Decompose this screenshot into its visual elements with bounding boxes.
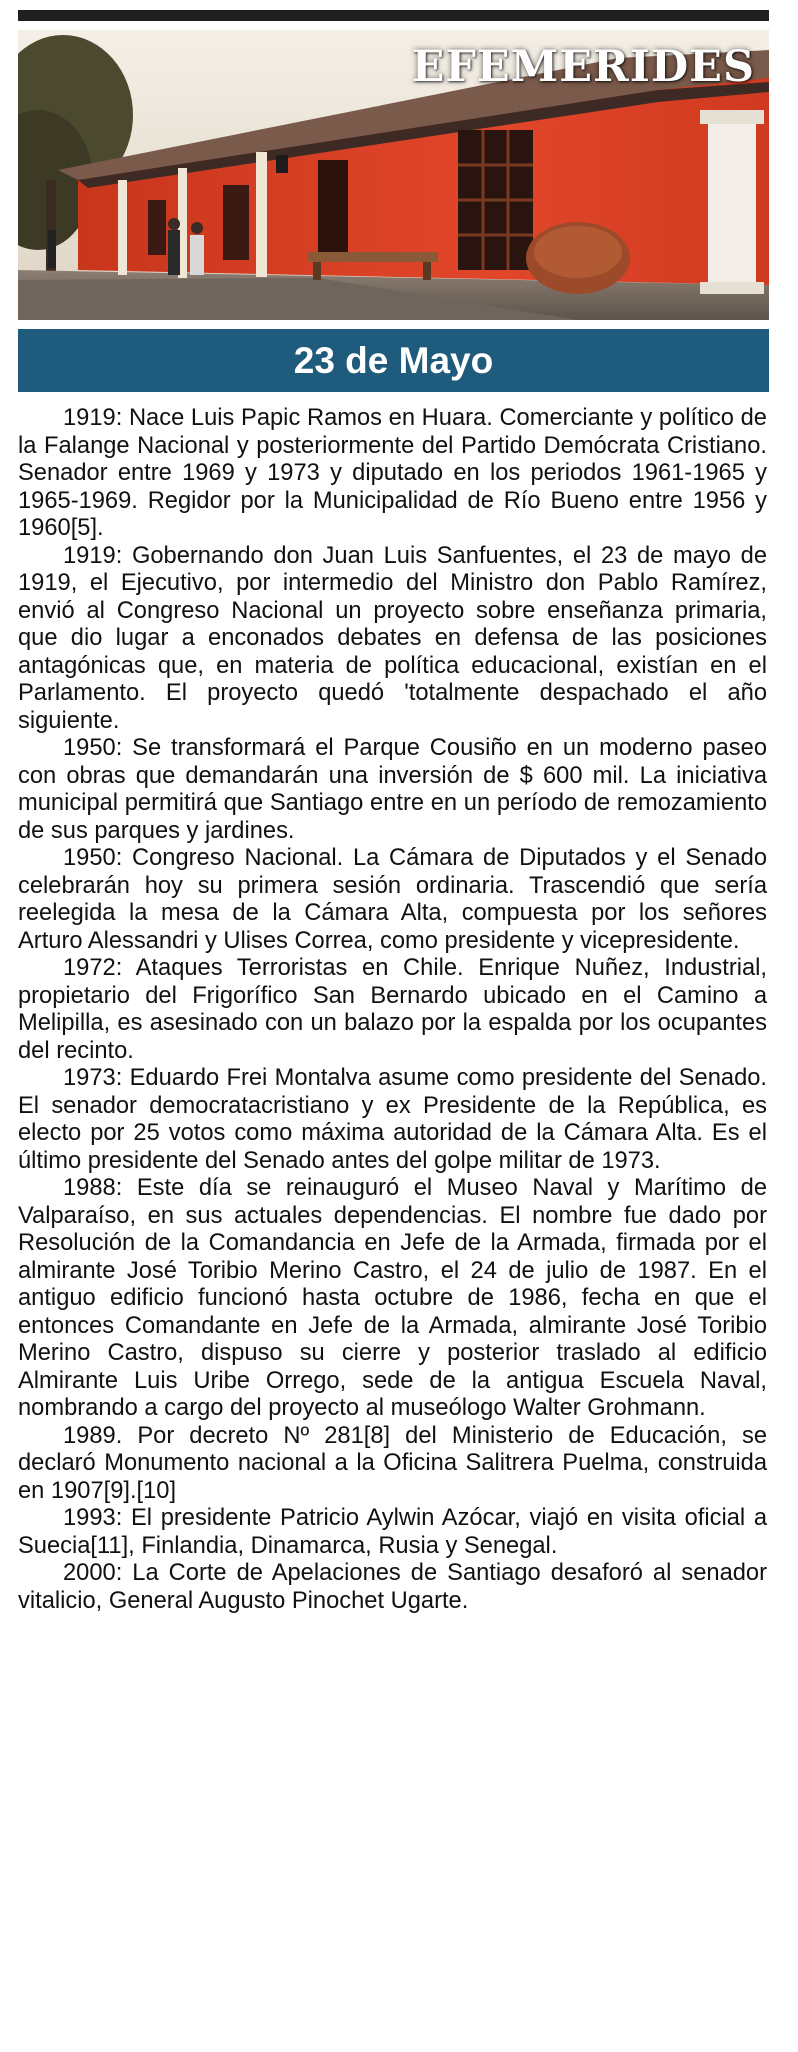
top-rule (18, 10, 769, 21)
entry-1950-congreso: 1950: Congreso Nacional. La Cámara de Diputados y el Senado celebrarán hoy su primera sesión ordinaria. Trascendió que sería reelegida la mesa de la Cámara Alta, compuesta por los señores Arturo Alessandri y Ulises Correa, como presidente y vicepresidente. (18, 845, 767, 954)
entry-1919-ensenanza: 1919: Gobernando don Juan Luis Sanfuentes, el 23 de mayo de 1919, el Ejecutivo, por intermedio del Ministro don Pablo Ramírez, envió al Congreso Nacional un proyecto sobre enseñanza primaria, que dio lugar a enconados debates en defensa de las posiciones antagónicas que, en materia de política educacional, existían en el Parlamento. El proyecto quedó 'totalmente despachado el año siguiente. (18, 542, 767, 734)
entry-2000-pinochet: 2000: La Corte de Apelaciones de Santiago desaforó al senador vitalicio, General Augusto Pinochet Ugarte. (18, 1560, 767, 1614)
entry-1988-museo: 1988: Este día se reinauguró el Museo Naval y Marítimo de Valparaíso, en sus actuales dependencias. El nombre fue dado por Resolución de la Comandancia en Jefe de la Armada, firmada por el almirante José Toribio Merino Castro, el 24 de julio de 1987. En el antiguo edificio funcionó hasta octubre de 1986, fecha en que el entonces Comandante en Jefe de la Armada, almirante José Toribio Merino Castro, dispuso su cierre y posterior traslado al edificio Almirante Luis Uribe Orrego, sede de la antigua Escuela Naval, nombrando a cargo del proyecto al museólogo Walter Grohmann. (18, 1175, 767, 1421)
section-title: EFEMERIDES (411, 42, 755, 92)
entry-1919-papic: 1919: Nace Luis Papic Ramos en Huara. Comerciante y político de la Falange Nacional y posteriormente del Partido Demócrata Cristiano. Senador entre 1969 y 1973 y diputado en los periodos 1961-1965 y 1965-1969. Regidor por la Municipalidad de Río Bueno entre 1956 y 1960[5]. (18, 405, 767, 541)
ephemeris-article (18, 405, 767, 1615)
entry-1950-parque: 1950: Se transformará el Parque Cousiño en un moderno paseo con obras que demandarán una inversión de $ 600 mil. La iniciativa municipal permitirá que Santiago entre en un período de remozamiento de sus parques y jardines. (18, 735, 767, 844)
date-label: 23 de Mayo (293, 339, 494, 381)
entry-1993-aylwin: 1993: El presidente Patricio Aylwin Azócar, viajó en visita oficial a Suecia[11], Finlandia, Dinamarca, Rusia y Senegal. (18, 1505, 767, 1559)
header-photo (18, 30, 769, 320)
entry-1972-ataques: 1972: Ataques Terroristas en Chile. Enrique Nuñez, Industrial, propietario del Frigorífico San Bernardo ubicado en el Camino a Melipilla, es asesinado con un balazo por la espalda por los ocupantes del recinto. (18, 955, 767, 1064)
entry-1989-puelma: 1989. Por decreto Nº 281[8] del Ministerio de Educación, se declaró Monumento nacional a la Oficina Salitrera Puelma, construida en 1907[9].[10] (18, 1422, 767, 1504)
date-banner (18, 329, 769, 392)
entry-1973-frei: 1973: Eduardo Frei Montalva asume como presidente del Senado. El senador democratacristiano y ex Presidente de la República, es electo por 25 votos como máxima autoridad de la Cámara Alta. Es el último presidente del Senado antes del golpe militar de 1973. (18, 1065, 767, 1174)
